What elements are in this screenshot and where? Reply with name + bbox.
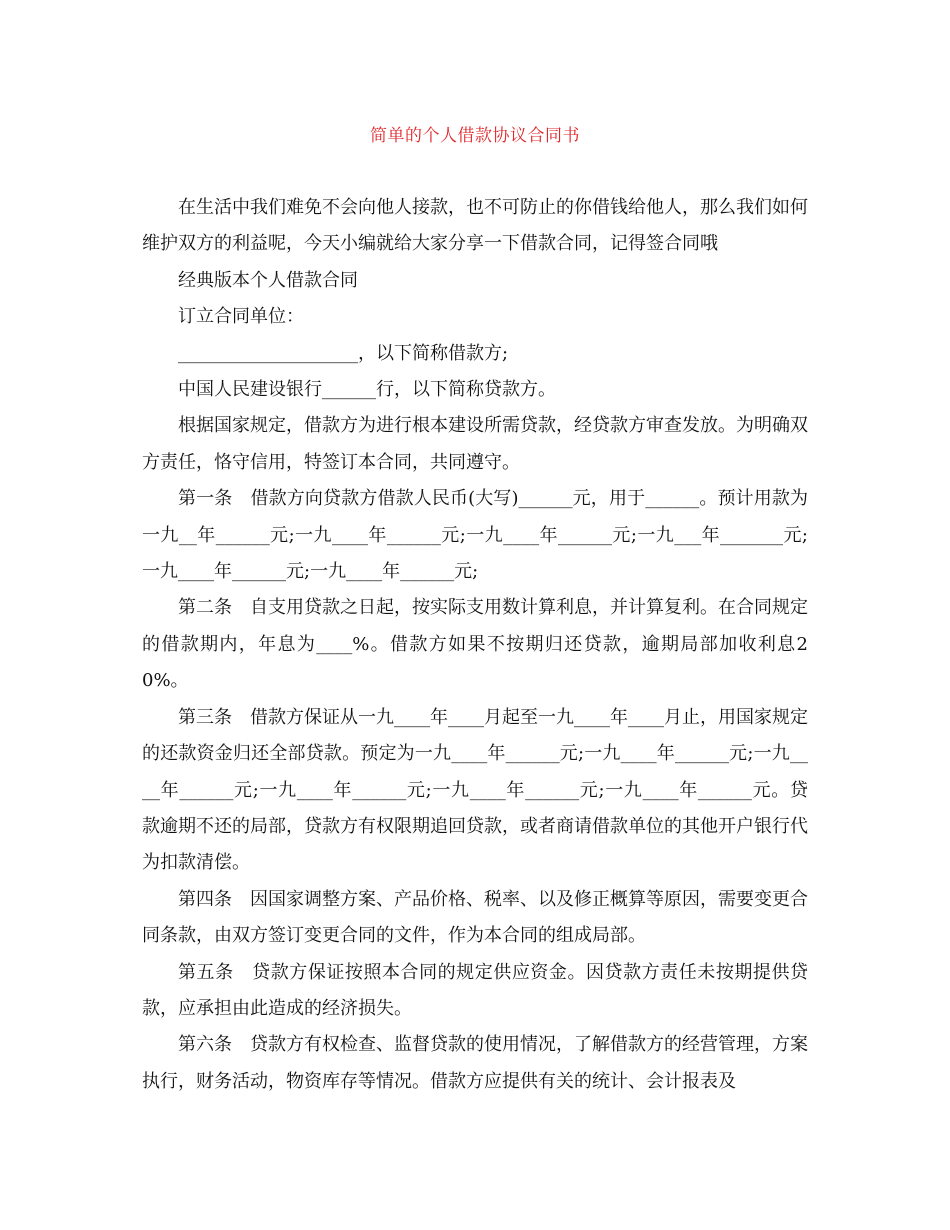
borrower-line: ____________________，以下简称借款方;: [178, 342, 509, 364]
article-2: 第二条 自支用贷款之日起，按实际支用数计算利息，并计算复利。在合同规定的借款期内，年息为____%。借款方如果不按期归还贷款，逾期局部加收利息20%。: [142, 597, 808, 692]
contract-heading: 经典版本个人借款合同: [178, 269, 358, 291]
contracting-parties-label: 订立合同单位：: [178, 306, 304, 328]
intro-paragraph: 在生活中我们难免不会向他人接款，也不可防止的你借钱给他人，那么我们如何维护双方的利益呢，今天小编就给大家分享一下借款合同，记得签合同哦: [142, 197, 808, 255]
document-title: 简单的个人借款协议合同书: [370, 126, 580, 146]
article-3: 第三条 借款方保证从一九____年____月起至一九____年____月止，用国家规定的还款资金归还全部贷款。预定为一九____年______元;一九____年______元;一九____年______元;一九____年______元;一九____年______元;一九____年______元。贷款逾期不还的局部，贷款方有权限期追回贷款，或者商请借款单位的其他开户银行代为扣款清偿。: [142, 706, 808, 874]
document-body: [142, 190, 808, 1100]
article-1: 第一条 借款方向贷款方借款人民币(大写)______元，用于______。预计用款为一九__年______元;一九____年______元;一九____年______元;一九___年_______元;一九____年______元;一九____年______元;: [142, 488, 808, 583]
lender-line: 中国人民建设银行______行，以下简称贷款方。: [178, 379, 556, 401]
article-5: 第五条 贷款方保证按照本合同的规定供应资金。因贷款方责任未按期提供贷款，应承担由此造成的经济损失。: [142, 961, 808, 1019]
article-4: 第四条 因国家调整方案、产品价格、税率、以及修正概算等原因，需要变更合同条款，由双方签订变更合同的文件，作为本合同的组成局部。: [142, 888, 808, 947]
article-6: 第六条 贷款方有权检查、监督贷款的使用情况，了解借款方的经营管理，方案执行，财务活动，物资库存等情况。借款方应提供有关的统计、会计报表及: [142, 1034, 808, 1092]
preamble-paragraph: 根据国家规定，借款方为进行根本建设所需贷款，经贷款方审查发放。为明确双方责任，恪守信用，特签订本合同，共同遵守。: [142, 415, 808, 473]
